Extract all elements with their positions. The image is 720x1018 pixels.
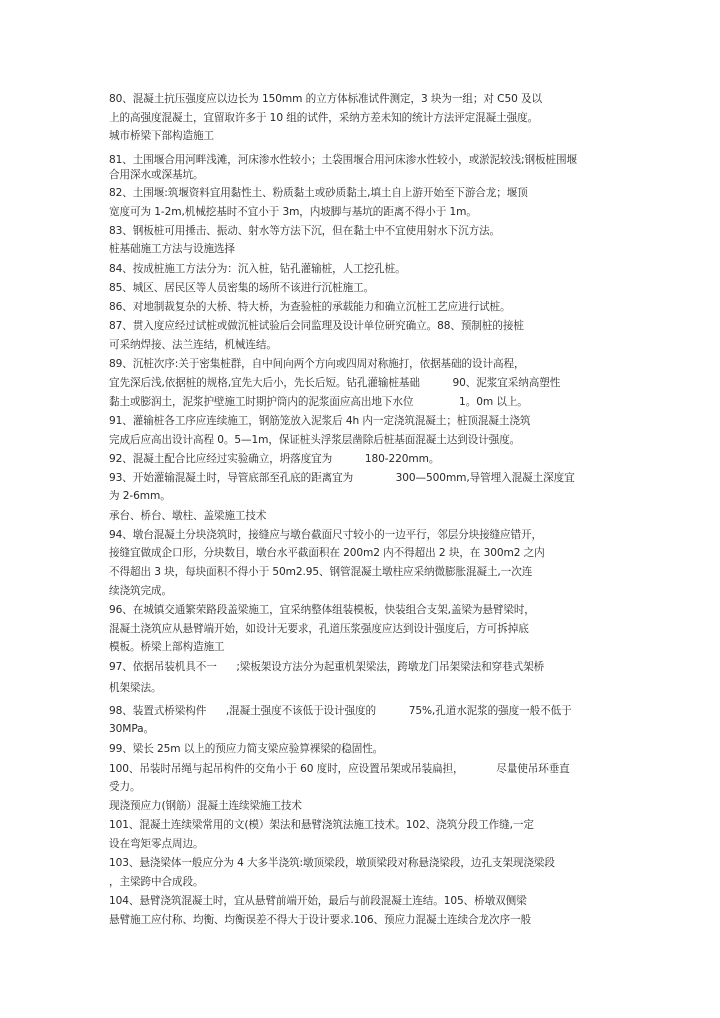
text-line: 设在弯矩零点周边。 bbox=[109, 838, 204, 850]
text-line: 97、依据吊装机具不一 ;梁板架设方法分为起重机架梁法，跨墩龙门吊架梁法和穿巷式架桥 bbox=[109, 661, 545, 673]
text-line: 98、装置式桥梁构件 ,混凝土强度不该低于设计强度的 75%,孔道水泥浆的强度一般不低于 bbox=[109, 705, 572, 717]
text-line: 接缝宜做成企口形，分块数目，墩台水平截面积在 200m2 内不得超出 2 块，在 300m2 之内 bbox=[109, 547, 545, 559]
text-line: 104、悬臂浇筑混凝土时，宜从悬臂前端开始，最后与前段混凝土连结。105、桥墩双侧梁 bbox=[109, 895, 527, 907]
text-line: 86、对地制裁复杂的大桥、特大桥，为查验桩的承载能力和确立沉桩工艺应进行试桩。 bbox=[109, 301, 511, 313]
text-line: 91、灌输桩各工序应连续施工，钢筋笼放入泥浆后 4h 内一定浇筑混凝土；桩顶混凝土浇筑 bbox=[109, 415, 531, 427]
text-line: 94、墩台混凝土分块浇筑时，接缝应与墩台截面尺寸较小的一边平行，邻层分块接缝应错开， bbox=[109, 529, 543, 541]
section-heading: 桩基础施工方法与设施选择 bbox=[109, 243, 235, 255]
text-line: 87、贯入度应经过试桩或做沉桩试验后会同监理及设计单位研究确立。88、预制桩的接桩 bbox=[109, 320, 524, 332]
text-line: 受力。 bbox=[109, 781, 141, 793]
text-line: 99、梁长 25m 以上的预应力简支梁应验算裸梁的稳固性。 bbox=[109, 743, 384, 755]
text-line: 上的高强度混凝土，宜留取许多于 10 组的试件，采纳方差未知的统计方法评定混凝土强度。 bbox=[109, 112, 539, 124]
text-line: 模板。桥梁上部构造施工 bbox=[109, 641, 225, 653]
text-line: 宽度可为 1-2m,机械挖基时不宜小于 3m，内坡脚与基坑的距离不得小于 1m。 bbox=[109, 206, 477, 218]
text-line: 83、钢板桩可用捶击、振动、射水等方法下沉，但在黏土中不宜使用射水下沉方法。 bbox=[109, 225, 501, 237]
text-line: 96、在城镇交通繁荣路段盖梁施工，宜采纳整体组装模板，快装组合支架,盖梁为悬臂梁时， bbox=[109, 604, 535, 616]
text-line: 85、城区、居民区等人员密集的场所不该进行沉桩施工。 bbox=[109, 282, 375, 294]
text-line: 为 2-6mm。 bbox=[109, 490, 171, 502]
text-line: ，主梁跨中合成段。 bbox=[109, 876, 204, 888]
text-line: 不得超出 3 块，每块面积不得小于 50m2.95、钢管混凝土墩柱应采纳微膨胀混凝土,一次连 bbox=[109, 566, 533, 578]
text-line: 可采纳焊接、法兰连结，机械连结。 bbox=[109, 339, 277, 351]
text-line: 合用深水或深基坑。 bbox=[109, 169, 204, 181]
text-line: 92、混凝土配合比应经过实验确立，坍落度宜为 180-220mm。 bbox=[109, 453, 440, 465]
text-line: 84、按成桩施工方法分为：沉入桩，钻孔灌输桩，人工挖孔桩。 bbox=[109, 263, 406, 275]
section-heading: 现浇预应力(钢筋）混凝土连续梁施工技术 bbox=[109, 800, 302, 812]
text-line: 机架梁法。 bbox=[109, 682, 162, 694]
text-line: 30MPa。 bbox=[109, 723, 155, 735]
text-line: 悬臂施工应付称、均衡、均衡误差不得大于设计要求.106、预应力混凝土连续合龙次序一般 bbox=[109, 914, 531, 926]
text-line: 100、吊装时吊绳与起吊构件的交角小于 60 度时，应设置吊架或吊装扁担， 尽量使吊环垂直 bbox=[109, 763, 570, 775]
text-line: 103、悬浇梁体一般应分为 4 大多半浇筑:墩顶梁段，墩顶梁段对称悬浇梁段，边孔支架现浇梁段 bbox=[109, 857, 555, 869]
section-heading: 承台、桥台、墩柱、盖梁施工技术 bbox=[109, 510, 267, 522]
text-line: 混凝土浇筑应从悬臂端开始，如设计无要求，孔道压浆强度应达到设计强度后，方可拆掉底 bbox=[109, 623, 529, 635]
text-line: 80、混凝土抗压强度应以边长为 150mm 的立方体标准试件测定，3 块为一组；对 C50 及以 bbox=[109, 93, 542, 105]
text-line: 89、沉桩次序:关于密集桩群，自中间向两个方向或四周对称施打，依据基础的设计高程， bbox=[109, 358, 525, 370]
text-line: 81、土围堰合用河畔浅滩，河床渗水性较小；土袋围堰合用河床渗水性较小，或淤泥较浅;钢板桩围堰 bbox=[109, 154, 577, 166]
text-line: 黏土或膨润土，泥浆护壁施工时期护筒内的泥浆面应高出地下水位 1。0m 以上。 bbox=[109, 396, 528, 408]
section-heading: 城市桥梁下部构造施工 bbox=[109, 130, 214, 142]
text-line: 续浇筑完成。 bbox=[109, 585, 172, 597]
text-line: 93、开始灌输混凝土时，导管底部至孔底的距离宜为 300—500mm,导管埋入混凝土深度宜 bbox=[109, 472, 575, 484]
text-line: 宜先深后浅,依据桩的规格,宜先大后小，先长后短。钻孔灌输桩基础 90、泥浆宜采纳高塑性 bbox=[109, 377, 561, 389]
text-line: 完成后应高出设计高程 0。5—1m，保证桩头浮浆层凿除后桩基面混凝土达到设计强度。 bbox=[109, 434, 521, 446]
text-line: 82、土围堰:筑堰资料宜用黏性土、粉质黏土或砂质黏土,填土自上游开始至下游合龙；堰顶 bbox=[109, 187, 528, 199]
text-line: 101、混凝土连续梁常用的文(模）架法和悬臂浇筑法施工技术。102、浇筑分段工作缝,一定 bbox=[109, 819, 534, 831]
